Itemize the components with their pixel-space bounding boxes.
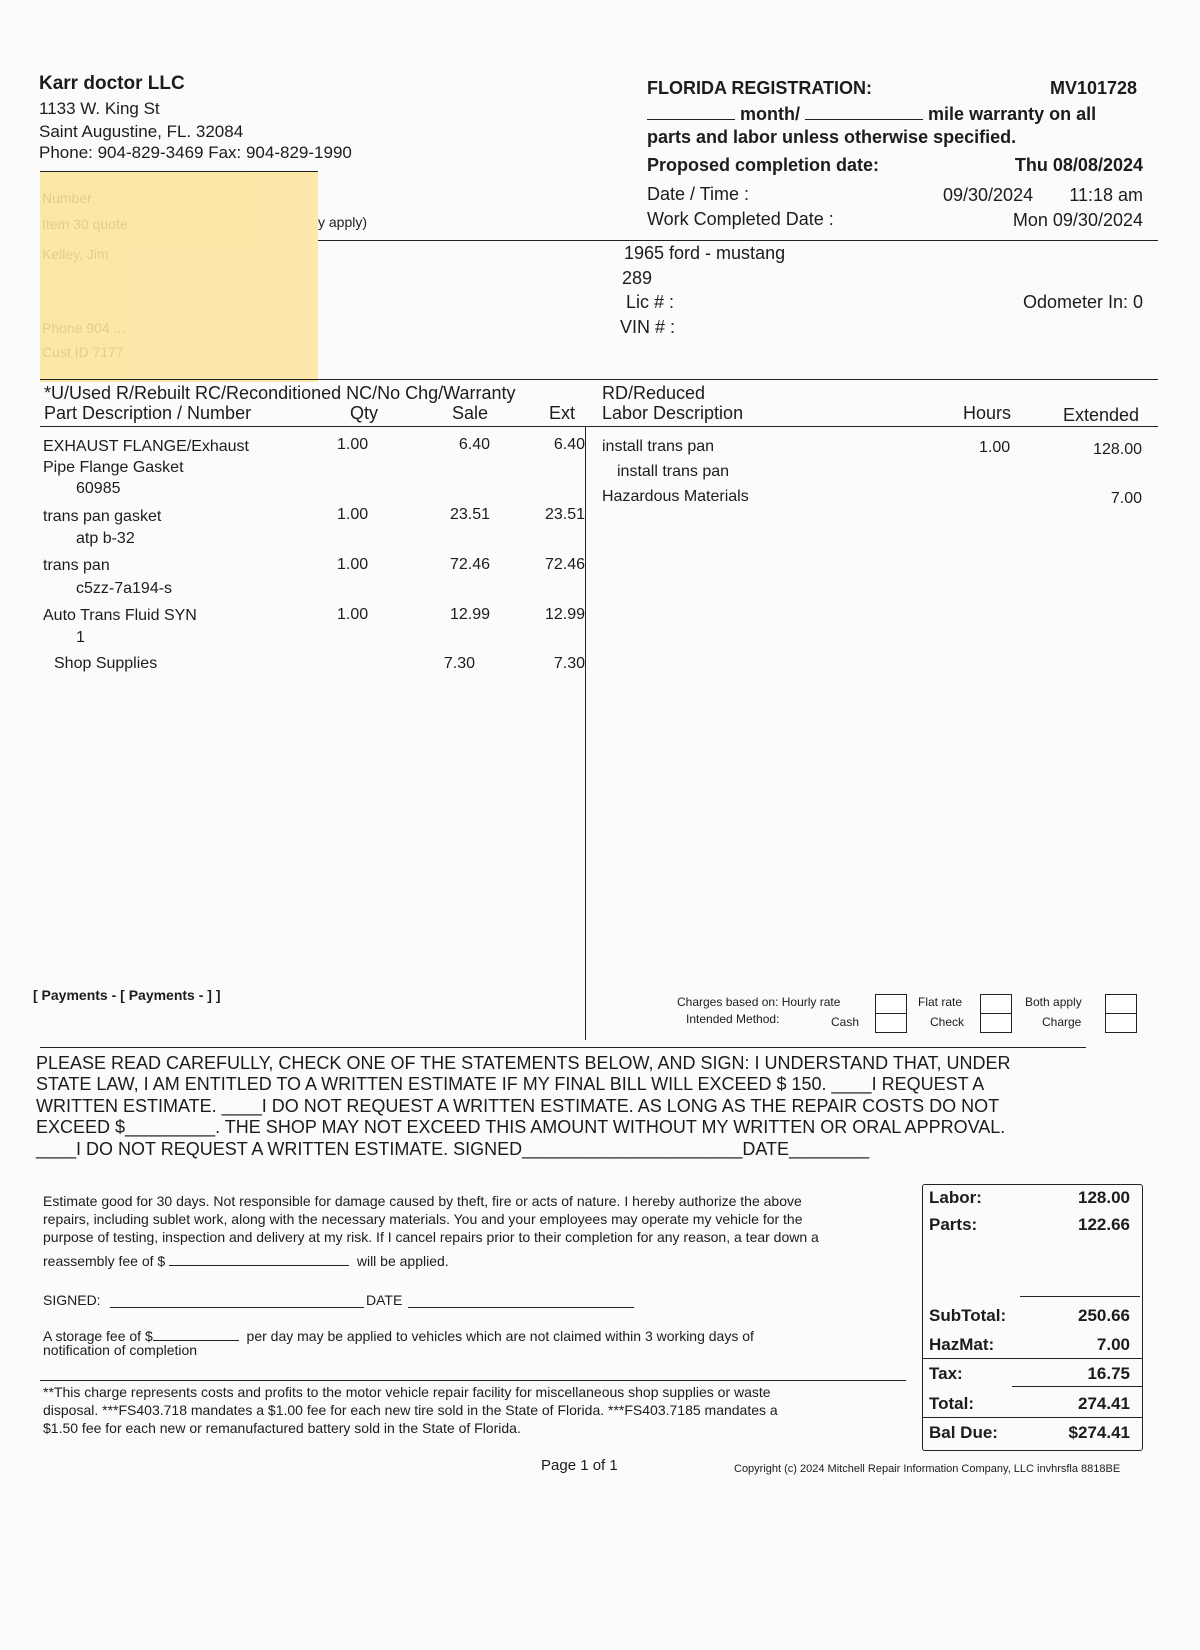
datetime-label: Date / Time : <box>647 184 750 204</box>
part-0-qty: 1.00 <box>337 436 369 453</box>
footnote-line3: $1.50 fee for each new or remanufactured battery sold in the State of Florida. <box>43 1420 521 1436</box>
terms-line4: reassembly fee of $ will be applied. <box>43 1249 449 1269</box>
part-0-sale: 6.40 <box>458 436 490 453</box>
labor-1-desc: Hazardous Materials <box>602 488 749 505</box>
datetime-date: 09/30/2024 <box>943 185 1034 205</box>
footnote-line2: disposal. ***FS403.718 mandates a $1.00 fee for each new tire sold in the State of Florida. ***FS403.7185 mandates a <box>43 1402 778 1418</box>
completion-label: Proposed completion date: <box>647 155 880 175</box>
date-label: DATE <box>366 1292 403 1308</box>
shop-phone-fax: Phone: 904-829-3469 Fax: 904-829-1990 <box>39 143 352 162</box>
subtotal-rule <box>1020 1296 1140 1297</box>
subtotal-value: 250.66 <box>1078 1306 1130 1325</box>
vehicle-lic: Lic # : <box>626 292 675 312</box>
tax-label: Tax: <box>929 1364 963 1383</box>
shop-address-line1: 1133 W. King St <box>39 99 160 118</box>
parts-total-value: 122.66 <box>1078 1215 1130 1234</box>
part-1-sale: 23.51 <box>449 506 490 523</box>
statement-line4: EXCEED $_________. THE SHOP MAY NOT EXCEED THIS AMOUNT WITHOUT MY WRITTEN OR ORAL APPROVAL. <box>36 1117 1006 1137</box>
part-1-ext: 23.51 <box>544 506 585 523</box>
odometer: Odometer In: 0 <box>1022 292 1143 312</box>
total-value: 274.41 <box>1078 1394 1130 1413</box>
labor-total-value: 128.00 <box>1078 1188 1130 1207</box>
both-apply-checkbox[interactable] <box>1105 994 1137 1014</box>
flat-rate-checkbox[interactable] <box>980 994 1012 1014</box>
part-4-line1: Shop Supplies <box>54 655 158 672</box>
payments-line: [ Payments - [ Payments - ] ] <box>33 987 221 1003</box>
parts-labor-divider <box>585 426 586 1040</box>
shop-name: Karr doctor LLC <box>39 73 185 94</box>
part-3-qty: 1.00 <box>337 606 369 623</box>
part-0-ext: 6.40 <box>553 436 585 453</box>
header-divider <box>318 240 1158 241</box>
page-number: Page 1 of 1 <box>541 1457 618 1474</box>
part-4-sale: 7.30 <box>443 655 475 672</box>
completion-value: Thu 08/08/2024 <box>1014 155 1143 175</box>
signed-line[interactable] <box>110 1307 364 1308</box>
balance-due-value: $274.41 <box>1068 1423 1130 1442</box>
statement-line3: WRITTEN ESTIMATE. ____I DO NOT REQUEST A WRITTEN ESTIMATE. AS LONG AS THE REPAIR COSTS DO NOT <box>36 1096 1000 1116</box>
part-2-line1: trans pan <box>43 557 110 574</box>
work-completed-label: Work Completed Date : <box>647 209 834 229</box>
hourly-rate-checkbox[interactable] <box>875 994 907 1014</box>
part-3-line1: Auto Trans Fluid SYN <box>43 607 197 624</box>
table-top-divider <box>40 379 1158 380</box>
labor-1-extended: 7.00 <box>1110 490 1142 507</box>
charges-based-on: Charges based on: Hourly rate <box>677 995 841 1009</box>
work-completed-value: Mon 09/30/2024 <box>1012 210 1143 230</box>
total-label: Total: <box>929 1394 975 1413</box>
footnote-line1: **This charge represents costs and profits to the motor vehicle repair facility for miscellaneous shop supplies or waste <box>43 1384 771 1400</box>
storage-fee-line2: notification of completion <box>43 1342 198 1358</box>
statement-line5: ____I DO NOT REQUEST A WRITTEN ESTIMATE. SIGNED______________________DATE________ <box>36 1139 870 1159</box>
hazmat-label: HazMat: <box>929 1335 995 1354</box>
vehicle-engine: 289 <box>622 268 653 288</box>
parts-total-label: Parts: <box>929 1215 978 1234</box>
part-1-qty: 1.00 <box>337 506 369 523</box>
tax-value: 16.75 <box>1087 1364 1130 1383</box>
part-3-ext: 12.99 <box>544 606 585 623</box>
storage-fee-line: A storage fee of $ per day may be applied to vehicles which are not claimed within 3 working days of <box>43 1324 754 1344</box>
intended-method-label: Intended Method: <box>686 1012 780 1026</box>
part-3-line2: 1 <box>76 629 85 646</box>
statement-line2: STATE LAW, I AM ENTITLED TO A WRITTEN ESTIMATE IF MY FINAL BILL WILL EXCEED $ 150. ____I REQUEST A <box>36 1074 985 1094</box>
shop-address-line2: Saint Augustine, FL. 32084 <box>39 122 244 141</box>
redaction-block: Number Item 30 quote Kelley, Jim Phone 904 ... Cust ID 7177 <box>40 172 318 382</box>
part-1-line1: trans pan gasket <box>43 508 162 525</box>
part-3-sale: 12.99 <box>449 606 490 623</box>
part-0-line2: Pipe Flange Gasket <box>43 459 184 476</box>
hazmat-rule <box>923 1358 1142 1359</box>
check-label: Check <box>930 1015 965 1029</box>
labor-header-description: Labor Description <box>602 403 744 423</box>
invoice-fragment: y apply) <box>318 214 368 230</box>
terms-line2: repairs, including sublet work, along with the necessary materials. You and your employees may operate my vehicle for the <box>43 1211 803 1227</box>
vehicle-vin: VIN # : <box>620 317 676 337</box>
parts-header-ext: Ext <box>549 403 576 423</box>
warranty-line2: parts and labor unless otherwise specified. <box>647 127 1017 147</box>
vehicle-model: 1965 ford - mustang <box>624 243 786 263</box>
labor-legend: RD/Reduced <box>602 383 706 403</box>
part-0-line1: EXHAUST FLANGE/Exhaust <box>43 438 249 455</box>
part-2-ext: 72.46 <box>544 556 585 573</box>
part-2-qty: 1.00 <box>337 556 369 573</box>
labor-header-extended: Extended <box>1063 405 1140 425</box>
labor-header-divider <box>586 426 1158 427</box>
signed-label: SIGNED: <box>43 1292 101 1308</box>
labor-total-label: Labor: <box>929 1188 982 1207</box>
both-apply-label: Both apply <box>1025 995 1082 1009</box>
cash-checkbox[interactable] <box>875 1013 907 1033</box>
tax-rule <box>1012 1386 1142 1387</box>
labor-0-desc: install trans pan <box>602 438 715 455</box>
part-2-line2: c5zz-7a194-s <box>76 580 173 597</box>
labor-header-hours: Hours <box>963 403 1012 423</box>
datetime-time: 11:18 am <box>1069 185 1143 205</box>
part-1-line2: atp b-32 <box>76 530 135 547</box>
warranty-line1: month/ mile warranty on all <box>647 103 1096 125</box>
parts-header-sale: Sale <box>452 403 489 423</box>
terms-line1: Estimate good for 30 days. Not responsible for damage caused by theft, fire or acts of nature. I hereby authorize the above <box>43 1193 802 1209</box>
parts-legend: *U/Used R/Rebuilt RC/Reconditioned NC/No Chg/Warranty <box>44 383 516 403</box>
balance-due-label: Bal Due: <box>929 1423 998 1442</box>
statement-divider <box>40 1047 1086 1048</box>
part-4-ext: 7.30 <box>553 655 585 672</box>
parts-header-description: Part Description / Number <box>44 403 252 423</box>
parts-header-qty: Qty <box>350 403 379 423</box>
labor-0-sub: install trans pan <box>617 463 730 480</box>
statement-line1: PLEASE READ CAREFULLY, CHECK ONE OF THE STATEMENTS BELOW, AND SIGN: I UNDERSTAND THAT, UNDER <box>36 1053 1011 1073</box>
part-0-line3: 60985 <box>76 480 121 497</box>
flat-rate-label: Flat rate <box>918 995 963 1009</box>
labor-0-hours: 1.00 <box>979 439 1011 456</box>
parts-header-divider <box>40 426 586 427</box>
terms-line3: purpose of testing, inspection and delivery at my risk. If I cancel repairs prior to their completion for any reason, a tear down a <box>43 1229 819 1245</box>
copyright: Copyright (c) 2024 Mitchell Repair Information Company, LLC invhrsfla 8818BE <box>734 1463 1121 1475</box>
hazmat-value: 7.00 <box>1096 1335 1130 1354</box>
part-2-sale: 72.46 <box>449 556 490 573</box>
cash-label: Cash <box>831 1015 860 1029</box>
labor-0-extended: 128.00 <box>1093 441 1142 458</box>
date-line[interactable] <box>408 1307 634 1308</box>
total-rule <box>923 1417 1142 1418</box>
subtotal-label: SubTotal: <box>929 1306 1007 1325</box>
charge-label: Charge <box>1042 1015 1082 1029</box>
footnote-divider <box>40 1380 906 1381</box>
charge-checkbox[interactable] <box>1105 1013 1137 1033</box>
registration-number: MV101728 <box>1050 78 1138 98</box>
registration-label: FLORIDA REGISTRATION: <box>647 78 872 98</box>
check-checkbox[interactable] <box>980 1013 1012 1033</box>
